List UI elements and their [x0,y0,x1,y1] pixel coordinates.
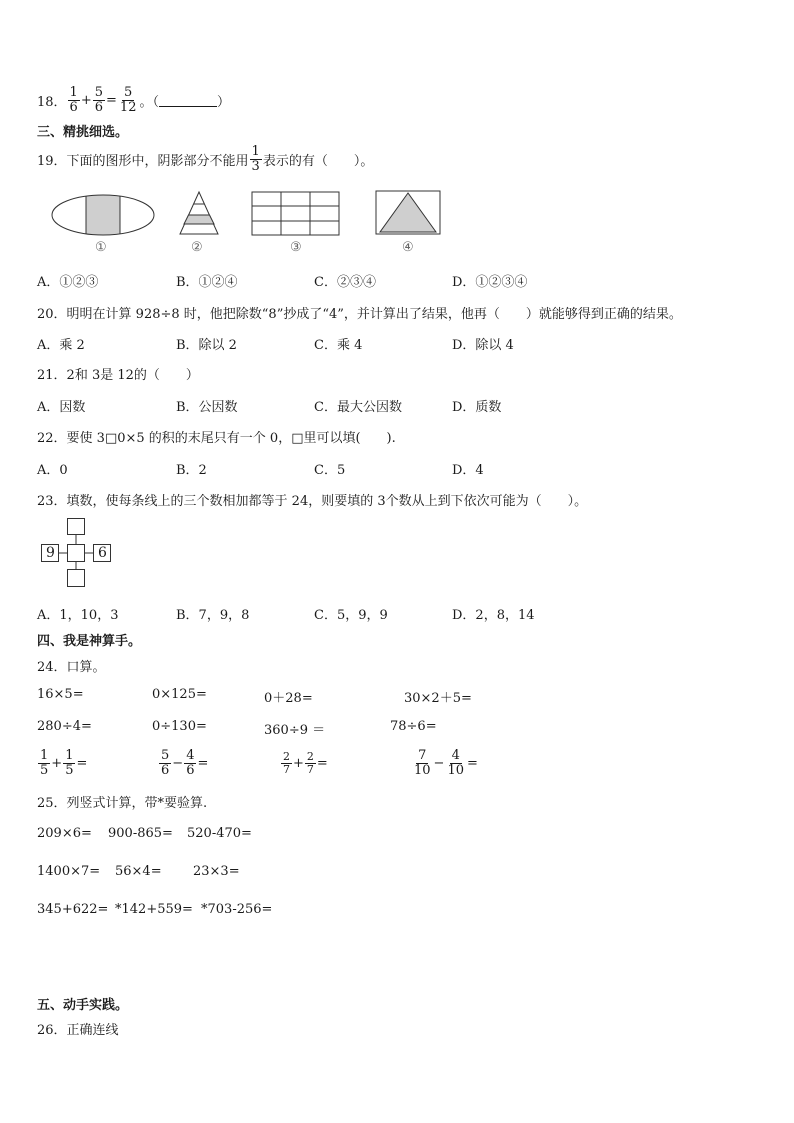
mental-math-item: 0×125= [152,687,207,702]
mental-math-item: 360÷9 ＝ [264,723,326,738]
q24-title: 24．口算。 [37,660,106,675]
vertical-calc-item: *703-256= [201,902,273,917]
figure-label: ② [191,240,203,255]
section-heading: 五、动手实践。 [37,998,129,1013]
mental-math-item: 30×2＋5= [404,691,472,706]
cross-diagram [40,518,114,590]
mental-math-item: 0÷130= [152,719,207,734]
option-d[interactable]: D．①②③④ [452,275,528,290]
vertical-calc-item: *142+559= [115,902,193,917]
q26-title: 26．正确连线 [37,1023,119,1038]
option-d[interactable]: D．除以 4 [452,338,514,353]
q23-stem: 23．填数，使每条线上的三个数相加都等于 24，则要填的 3个数从上到下依次可能为（ ）。 [37,494,588,509]
answer-blank[interactable] [159,94,217,107]
q21-stem: 21．2和 3是 12的（ ） [37,368,199,383]
fraction-expression: $\frac{1}{5}$ + $\frac{1}{5}$ = [40,747,88,778]
figure-label: ③ [290,240,302,255]
figure-grid [251,191,341,237]
q20-stem: 20．明明在计算 928÷8 时，他把除数“8”抄成了“4”，并计算出了结果，他再（ ）就能够得到正确的结果。 [37,307,682,322]
option-c[interactable]: C．乘 4 [314,338,363,353]
option-b[interactable]: B．公因数 [176,400,238,415]
mental-math-item: 0＋28= [264,691,313,706]
q18-number: 18． [37,94,67,110]
section-heading: 四、我是神算手。 [37,634,142,649]
vertical-calc-item: 56×4= [115,864,162,879]
vertical-calc-item: 520-470= [187,826,252,841]
q22-stem: 22．要使 3□0×5 的积的末尾只有一个 0，□里可以填( ). [37,431,396,446]
option-c[interactable]: C．5，9，9 [314,608,388,623]
option-d[interactable]: D．质数 [452,400,502,415]
fraction-expression: $\frac{5}{6}$ − $\frac{4}{6}$ = [161,747,209,778]
mental-math-item: 280÷4= [37,719,92,734]
option-c[interactable]: C．最大公因数 [314,400,402,415]
fraction: $\frac{5}{6}$ [94,84,104,115]
option-a[interactable]: A．乘 2 [37,338,85,353]
q19-stem: 19．下面的图形中，阴影部分不能用 $\frac{1}{3}$ 表示的有（ ）。 [37,143,374,174]
option-d[interactable]: D．4 [452,463,484,478]
vertical-calc-item: 1400×7= [37,864,101,879]
figure-ellipse [50,192,156,238]
option-a[interactable]: A．因数 [37,400,86,415]
mental-math-item: 78÷6= [390,719,437,734]
q25-title: 25．列竖式计算，带*要验算. [37,796,208,811]
cross-left-number: 9 [46,545,55,561]
option-b[interactable]: B．①②④ [176,275,238,290]
q18: 18． $\frac{1}{6}$ + $\frac{5}{6}$ = $\frac{5}{12}$ 。（ ） [37,84,230,115]
vertical-calc-item: 900-865= [108,826,173,841]
option-b[interactable]: B．7，9，8 [176,608,250,623]
vertical-calc-item: 209×6= [37,826,92,841]
option-d[interactable]: D．2，8，14 [452,608,535,623]
fraction: $\frac{5}{12}$ [119,84,137,115]
option-a[interactable]: A．0 [37,463,68,478]
fraction: $\frac{1}{3}$ [251,143,260,174]
fraction-expression: $\frac{2}{7}$ + $\frac{2}{7}$ = [283,749,328,776]
vertical-calc-item: 345+622= [37,902,109,917]
option-a[interactable]: A．1，10，3 [37,608,119,623]
fraction-expression: $\frac{7}{10}$ − $\frac{4}{10}$ = [414,747,478,778]
fraction: $\frac{1}{6}$ [69,84,78,115]
option-c[interactable]: C．5 [314,463,346,478]
figure-rect-triangle [374,189,444,237]
figure-label: ④ [402,240,414,255]
section-heading: 三、精挑细选。 [37,125,129,140]
option-c[interactable]: C．②③④ [314,275,376,290]
vertical-calc-item: 23×3= [193,864,240,879]
option-b[interactable]: B．2 [176,463,207,478]
option-a[interactable]: A．①②③ [37,275,99,290]
figure-label: ① [95,240,107,255]
figure-triangle [176,189,222,237]
mental-math-item: 16×5= [37,687,84,702]
option-b[interactable]: B．除以 2 [176,338,237,353]
cross-right-number: 6 [98,545,107,561]
